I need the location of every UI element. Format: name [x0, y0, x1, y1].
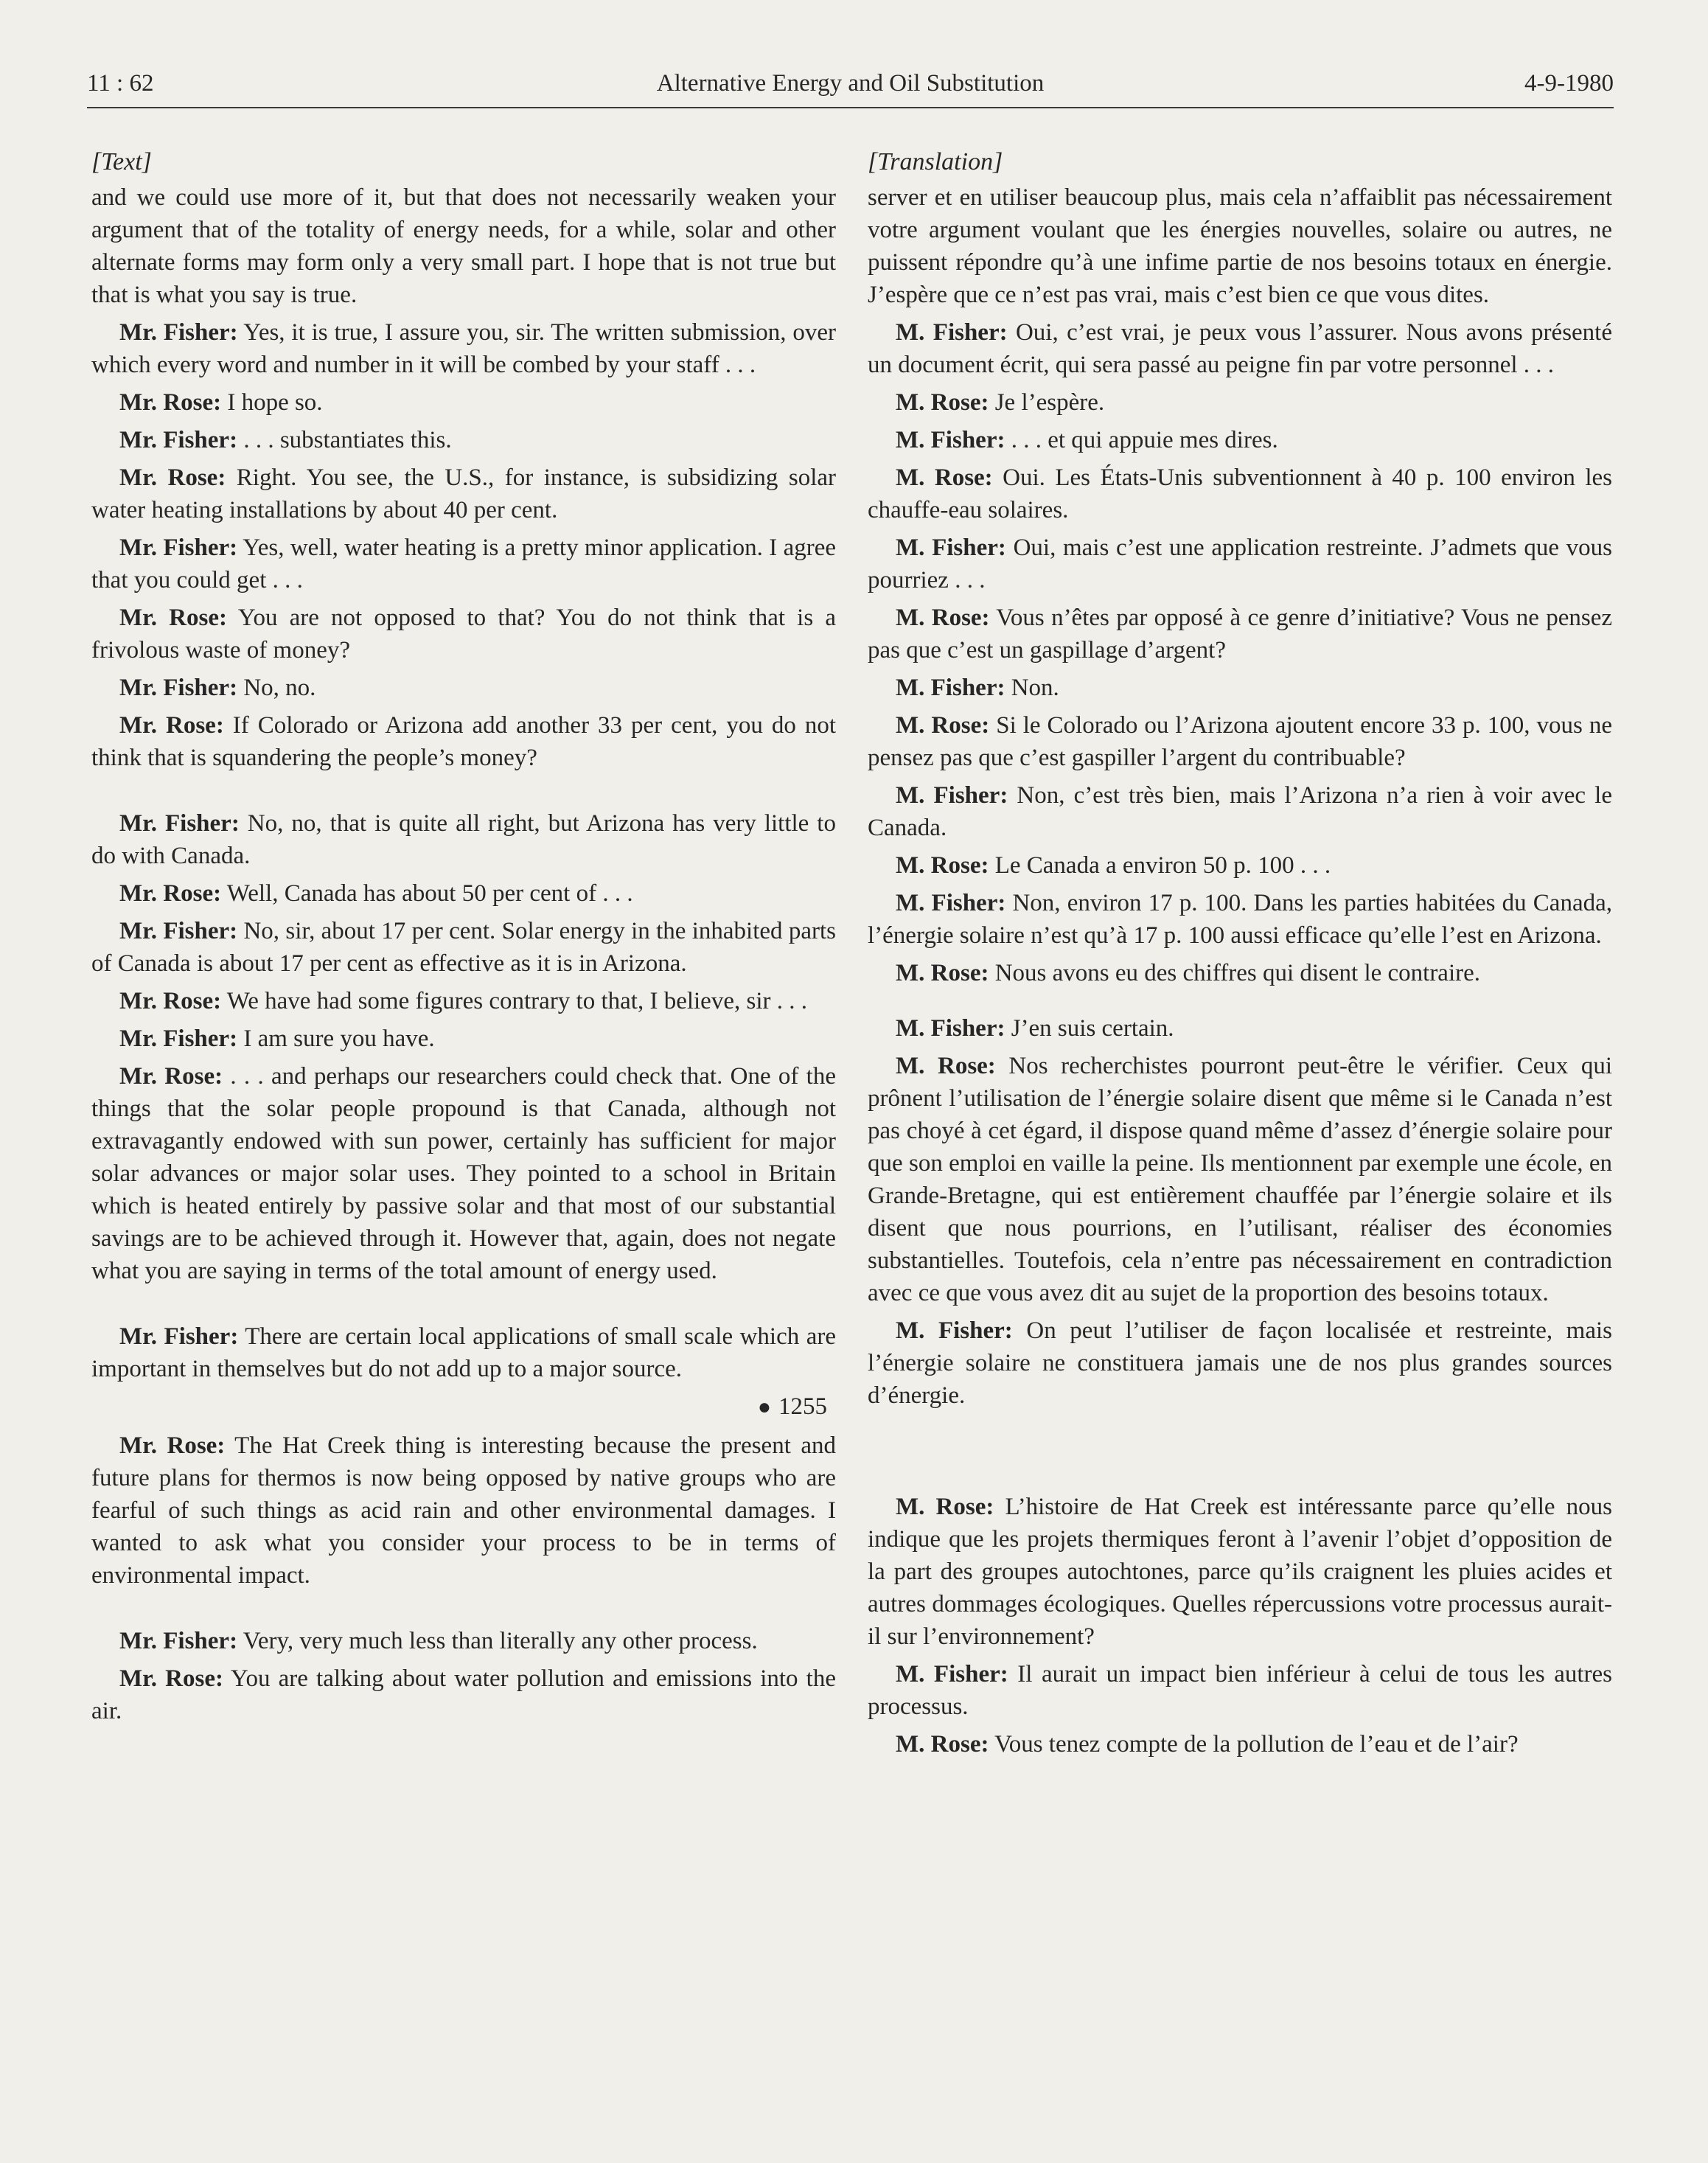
- speaker-name: Mr. Rose:: [119, 712, 224, 739]
- speech-text: Oui. Les États-Unis subventionnent à 40 p. 100 environ les chauffe-eau solaires.: [868, 464, 1612, 523]
- dialogue-paragraph: [91, 316, 836, 381]
- speech-text: Non, environ 17 p. 100. Dans les parties habitées du Canada, l’énergie solaire n’est qu’à 17 p. 100 aussi efficace qu’elle l’est en Arizona.: [868, 890, 1612, 949]
- speaker-name: M. Fisher:: [896, 1317, 1013, 1344]
- speech-text: Well, Canada has about 50 per cent of . . .: [221, 880, 633, 907]
- speaker-name: Mr. Fisher:: [119, 1628, 238, 1654]
- speech-text: . . . and perhaps our researchers could check that. One of the things that the solar people propound is that Canada, although not extravagantly endowed with sun power, certainly has sufficient for major solar advances or major solar uses. They pointed to a school in Britain which is heated entirely by passive solar and that most of our substantial savings are to be achieved through it. However that, again, does not negate what you are saying in terms of the total amount of energy used.: [91, 1063, 836, 1284]
- speech-text: Non.: [1005, 675, 1059, 701]
- speech-text: There are certain local applications of small scale which are important in themselves but do not add up to a major source.: [91, 1323, 836, 1382]
- speaker-name: M. Fisher:: [896, 890, 1006, 916]
- speaker-name: M. Rose:: [896, 1731, 989, 1758]
- continued-paragraph: and we could use more of it, but that does not necessarily weaken your argument that of the totality of energy needs, for a while, solar and other alternate forms may form only a very small part. I hope that is not true but that is what you say is true.: [91, 184, 836, 308]
- dialogue-paragraph: [91, 532, 836, 596]
- speaker-name: Mr. Rose:: [119, 880, 222, 907]
- speech-text: You are not opposed to that? You do not think that is a frivolous waste of money?: [91, 605, 836, 663]
- dialogue-paragraph: [868, 1728, 1612, 1760]
- speaker-name: M. Rose:: [896, 852, 989, 879]
- speech-text: L’histoire de Hat Creek est intéressante parce qu’elle nous indique que les projets thermiques feront à l’avenir l’objet d’opposition de la part des groupes autochtones, parce qu’ils craignent les pluies acides et autres dommages écologiques. Quelles répercussions votre processus aurait-il sur l’environnement?: [868, 1494, 1612, 1650]
- speech-text: Yes, it is true, I assure you, sir. The written submission, over which every word and number in it will be combed by your staff . . .: [91, 319, 836, 378]
- speech-text: Oui, mais c’est une application restreinte. J’admets que vous pourriez . . .: [868, 534, 1612, 593]
- speaker-name: M. Rose:: [896, 1494, 994, 1520]
- speaker-name: Mr. Rose:: [119, 605, 227, 631]
- speech-text: Nous avons eu des chiffres qui disent le contraire.: [989, 960, 1481, 986]
- speech-text: Very, very much less than literally any other process.: [237, 1628, 758, 1654]
- dialogue-paragraph: [868, 602, 1612, 666]
- speech-text: No, no.: [237, 675, 316, 701]
- speech-text: Vous tenez compte de la pollution de l’eau et de l’air?: [989, 1731, 1519, 1758]
- spacer: [91, 779, 836, 807]
- spacer: [91, 1292, 836, 1320]
- speaker-name: Mr. Rose:: [119, 1432, 226, 1459]
- speech-text: I hope so.: [221, 389, 323, 416]
- speech-text: Right. You see, the U.S., for instance, is subsidizing solar water heating installations by about 40 per cent.: [91, 464, 836, 523]
- speaker-name: M. Fisher:: [896, 319, 1008, 346]
- speech-text: Non, c’est très bien, mais l’Arizona n’a rien à voir avec le Canada.: [868, 782, 1612, 841]
- speaker-name: M. Rose:: [896, 960, 989, 986]
- speaker-name: M. Rose:: [896, 1053, 996, 1079]
- dialogue-paragraph: [868, 887, 1612, 952]
- speech-text: Nos recherchistes pourront peut-être le vérifier. Ceux qui prônent l’utilisation de l’énergie solaire disent que même si le Canada n’est pas choyé à cet égard, il dispose quand même d’assez d’énergie solaire pour que son emploi en vaille la peine. Ils mentionnent par exemple une école, en Grande-Bretagne, qui est entièrement chauffée par l’énergie solaire et ils disent que nous pourrions, en l’utilisant, réaliser des économies substantielles. Toutefois, cela n’entre pas nécessairement en contradiction avec ce que vous avez dit au sujet de la proportion des besoins totaux.: [868, 1053, 1612, 1306]
- speech-text: Yes, well, water heating is a pretty minor application. I agree that you could get . . .: [91, 534, 837, 593]
- dialogue-paragraph: [868, 1491, 1612, 1653]
- dialogue-paragraph: [91, 424, 836, 456]
- speaker-name: Mr. Fisher:: [119, 918, 238, 944]
- dialogue-paragraph: [868, 1658, 1612, 1723]
- speech-text: . . . substantiates this.: [237, 427, 452, 453]
- speaker-name: Mr. Rose:: [119, 389, 222, 416]
- spacer: [91, 1597, 836, 1625]
- speaker-name: Mr. Fisher:: [119, 675, 238, 701]
- dialogue-paragraph: [868, 386, 1612, 419]
- speech-text: The Hat Creek thing is interesting because the present and future plans for thermos is now being opposed by native groups who are fearful of such things as acid rain and other environmental damages. I wanted to ask what you consider your process to be in terms of environmental impact.: [91, 1432, 836, 1589]
- dialogue-paragraph: [91, 807, 836, 872]
- running-title: Alternative Energy and Oil Substitution: [656, 70, 1045, 97]
- speech-text: Oui, c’est vrai, je peux vous l’assurer. Nous avons présenté un document écrit, qui sera passé au peigne fin par votre personnel . . .: [868, 319, 1612, 378]
- speaker-name: M. Rose:: [896, 464, 993, 491]
- speech-text: Si le Colorado ou l’Arizona ajoutent encore 33 p. 100, vous ne pensez pas que c’est gaspiller l’argent du contribuable?: [868, 712, 1613, 771]
- spacer: [868, 995, 1612, 1012]
- dialogue-paragraph: [91, 985, 836, 1017]
- speech-text: Il aurait un impact bien inférieur à celui de tous les autres processus.: [868, 1661, 1612, 1720]
- speaker-name: M. Fisher:: [896, 1015, 1005, 1042]
- dialogue-paragraph: [868, 532, 1612, 596]
- speaker-name: Mr. Rose:: [119, 988, 222, 1014]
- speaker-name: Mr. Rose:: [119, 1063, 223, 1090]
- speaker-name: M. Fisher:: [896, 427, 1005, 453]
- speaker-name: Mr. Fisher:: [119, 427, 238, 453]
- speech-text: If Colorado or Arizona add another 33 per cent, you do not think that is squandering the people’s money?: [91, 712, 836, 771]
- dialogue-paragraph: [91, 386, 836, 419]
- speaker-name: M. Rose:: [896, 712, 990, 739]
- speaker-name: Mr. Rose:: [119, 464, 226, 491]
- dialogue-paragraph: [91, 461, 836, 526]
- speech-text: No, sir, about 17 per cent. Solar energy in the inhabited parts of Canada is about 17 per cent as effective as it is in Arizona.: [91, 918, 836, 977]
- dialogue-paragraph: [868, 424, 1612, 456]
- speaker-name: Mr. Rose:: [119, 1665, 223, 1692]
- speech-text: J’en suis certain.: [1005, 1015, 1174, 1042]
- dialogue-paragraph: [868, 957, 1612, 989]
- header-rule: [87, 107, 1614, 108]
- dialogue-paragraph: [91, 915, 836, 980]
- speaker-name: Mr. Fisher:: [119, 810, 240, 837]
- dialogue-paragraph: [868, 316, 1612, 381]
- dialogue-paragraph: [868, 461, 1612, 526]
- dialogue-paragraph: [91, 1662, 836, 1727]
- french-column: [868, 146, 1612, 1766]
- speaker-name: M. Rose:: [896, 389, 989, 416]
- dialogue-paragraph: [91, 1625, 836, 1657]
- spacer: [868, 1417, 1612, 1491]
- speaker-name: M. Fisher:: [896, 675, 1005, 701]
- speech-text: . . . et qui appuie mes dires.: [1005, 427, 1278, 453]
- dialogue-paragraph: [868, 1012, 1612, 1045]
- continued-paragraph: server et en utiliser beaucoup plus, mais cela n’affaiblit pas nécessairement votre argument voulant que les énergies nouvelles, solaire ou autres, ne puissent répondre qu’à une infime partie de nos besoins totaux en énergie. J’espère que ce n’est pas vrai, mais c’est bien ce que vous dites.: [868, 184, 1612, 308]
- dialogue-paragraph: [868, 849, 1612, 882]
- speech-text: I am sure you have.: [237, 1025, 435, 1052]
- dialogue-paragraph: [91, 1429, 836, 1592]
- speech-text: No, no, that is quite all right, but Arizona has very little to do with Canada.: [91, 810, 836, 869]
- dialogue-paragraph: [91, 1023, 836, 1055]
- speaker-name: M. Fisher:: [896, 534, 1006, 561]
- dialogue-paragraph: [868, 1050, 1612, 1309]
- speech-text: Je l’espère.: [989, 389, 1105, 416]
- page-date: 4-9-1980: [1524, 70, 1614, 97]
- speaker-name: M. Rose:: [896, 605, 990, 631]
- dialogue-paragraph: [91, 1060, 836, 1287]
- speech-text: Vous n’êtes par opposé à ce genre d’initiative? Vous ne pensez pas que c’est un gaspillage d’argent?: [868, 605, 1612, 663]
- page-number: 11 : 62: [87, 70, 154, 97]
- speech-text: On peut l’utiliser de façon localisée et restreinte, mais l’énergie solaire ne constituera jamais une de nos plus grandes sources d’énergie.: [868, 1317, 1613, 1409]
- dialogue-paragraph: [868, 1314, 1612, 1412]
- page-marker-number: 1255: [778, 1393, 827, 1420]
- english-column: [91, 146, 836, 1732]
- column-tag: [Text]: [91, 148, 152, 175]
- speaker-name: Mr. Fisher:: [119, 1323, 239, 1350]
- dialogue-paragraph: [91, 877, 836, 910]
- dialogue-paragraph: [91, 672, 836, 704]
- speech-text: We have had some figures contrary to that, I believe, sir . . .: [221, 988, 807, 1014]
- dialogue-paragraph: [91, 1320, 836, 1385]
- dialogue-paragraph: [868, 672, 1612, 704]
- dialogue-paragraph: [868, 709, 1612, 774]
- speaker-name: M. Fisher:: [896, 1661, 1008, 1687]
- dialogue-paragraph: [91, 602, 836, 666]
- speech-text: You are talking about water pollution and emissions into the air.: [91, 1665, 836, 1724]
- speech-text: Le Canada a environ 50 p. 100 . . .: [989, 852, 1331, 879]
- dialogue-paragraph: [91, 709, 836, 774]
- speaker-name: M. Fisher:: [896, 782, 1008, 809]
- speaker-name: Mr. Fisher:: [119, 319, 238, 346]
- original-page-marker: [91, 1390, 827, 1424]
- speaker-name: Mr. Fisher:: [119, 1025, 238, 1052]
- bullet-icon: ●: [757, 1395, 771, 1419]
- column-tag: [Translation]: [868, 148, 1003, 175]
- dialogue-paragraph: [868, 779, 1612, 844]
- speaker-name: Mr. Fisher:: [119, 534, 238, 561]
